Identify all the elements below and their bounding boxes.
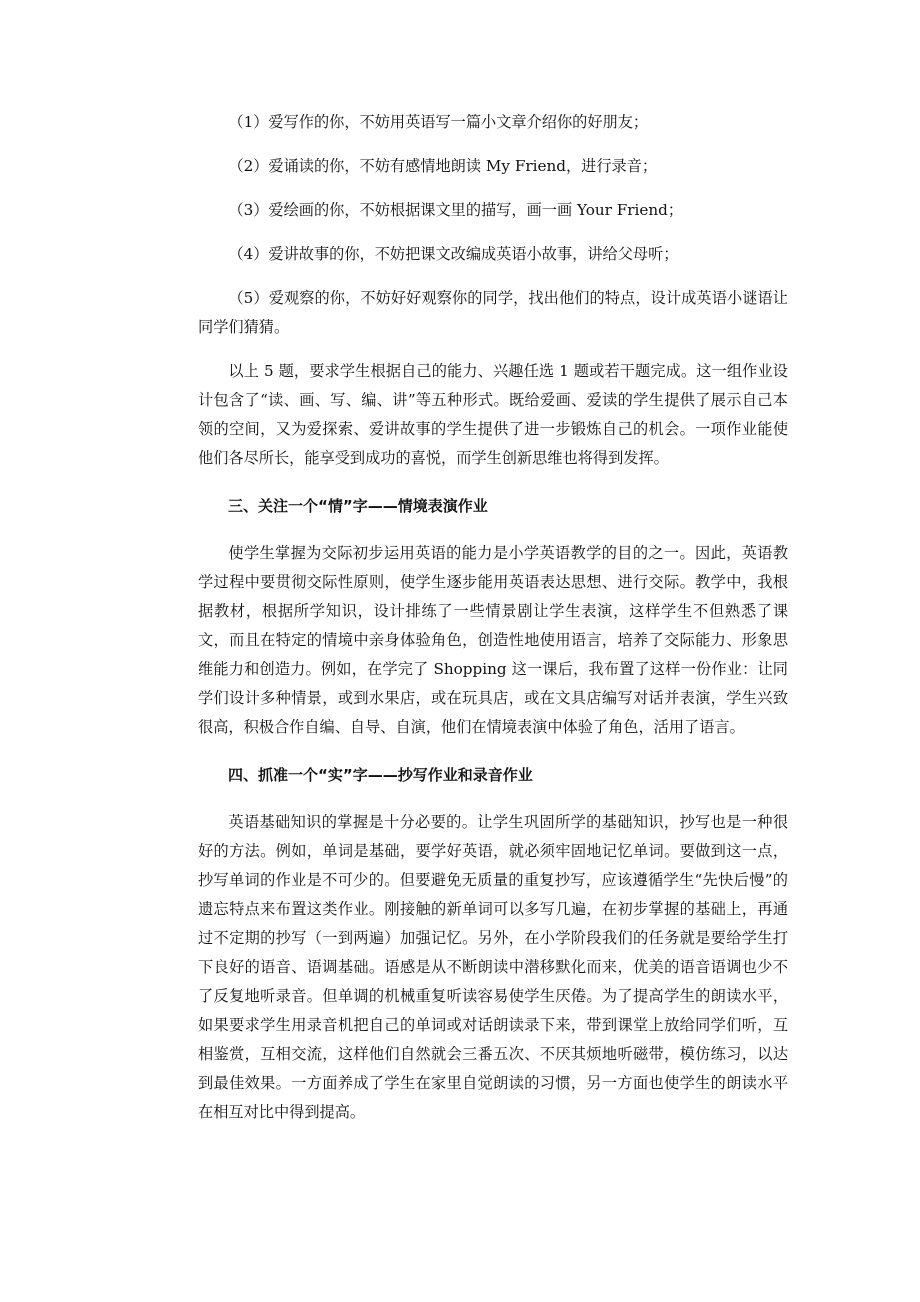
option-2: （2）爱诵读的你，不妨有感情地朗读 My Friend，进行录音； — [228, 157, 658, 175]
summary-paragraph: 以上 5 题，要求学生根据自己的能力、兴趣任选 1 题或若干题完成。这一组作业设计包含了“读、画、写、编、讲”等五种形式。既给爱画、爱读的学生提供了展示自己本领的空间，又为爱探索、爱讲故事的学生提供了进一步锻炼自己的机会。一项作业能使他们各尽所长，能享受到成功的喜悦，而学生创新思维也将得到发挥。 — [198, 362, 788, 467]
section-4-heading: 四、抓准一个“实”字——抄写作业和录音作业 — [228, 766, 533, 784]
option-4: （4）爱讲故事的你，不妨把课文改编成英语小故事，讲给父母听； — [228, 245, 679, 263]
section-4-body: 英语基础知识的掌握是十分必要的。让学生巩固所学的基础知识，抄写也是一种很好的方法。例如，单词是基础，要学好英语，就必须牢固地记忆单词。要做到这一点，抄写单词的作业是不可少的。但要避免无质量的重复抄写，应该遵循学生“先快后慢”的遗忘特点来布置这类作业。刚接触的新单词可以多写几遍，在初步掌握的基础上，再通过不定期的抄写（一到两遍）加强记忆。另外，在小学阶段我们的任务就是要给学生打下良好的语音、语调基础。语感是从不断朗读中潜移默化而来，优美的语音语调也少不了反复地听录音。但单调的机械重复听读容易使学生厌倦。为了提高学生的朗读水平，如果要求学生用录音机把自己的单词或对话朗读录下来，带到课堂上放给同学们听，互相鉴赏，互相交流，这样他们自然就会三番五次、不厌其烦地听磁带，模仿练习，以达到最佳效果。一方面养成了学生在家里自觉朗读的习惯，另一方面也使学生的朗读水平在相互对比中得到提高。 — [198, 813, 788, 1121]
document-page — [198, 108, 788, 1127]
section-3-heading: 三、关注一个“情”字——情境表演作业 — [228, 497, 488, 515]
section-3-body: 使学生掌握为交际初步运用英语的能力是小学英语教学的目的之一。因此，英语教学过程中要贯彻交际性原则，使学生逐步能用英语表达思想、进行交际。教学中，我根据教材，根据所学知识，设计排练了一些情景剧让学生表演，这样学生不但熟悉了课文，而且在特定的情境中亲身体验角色，创造性地使用语言，培养了交际能力、形象思维能力和创造力。例如，在学完了 Shopping 这一课后，我布置了这样一份作业：让同学们设计多种情景，或到水果店，或在玩具店，或在文具店编写对话并表演，学生兴致很高，积极合作自编、自导、自演，他们在情境表演中体验了角色，活用了语言。 — [198, 544, 788, 736]
option-3: （3）爱绘画的你，不妨根据课文里的描写，画一画 Your Friend； — [228, 201, 684, 219]
option-5: （5）爱观察的你，不妨好好观察你的同学，找出他们的特点，设计成英语小谜语让同学们猜猜。 — [198, 289, 788, 336]
option-1: （1）爱写作的你，不妨用英语写一篇小文章介绍你的好朋友； — [228, 113, 649, 131]
